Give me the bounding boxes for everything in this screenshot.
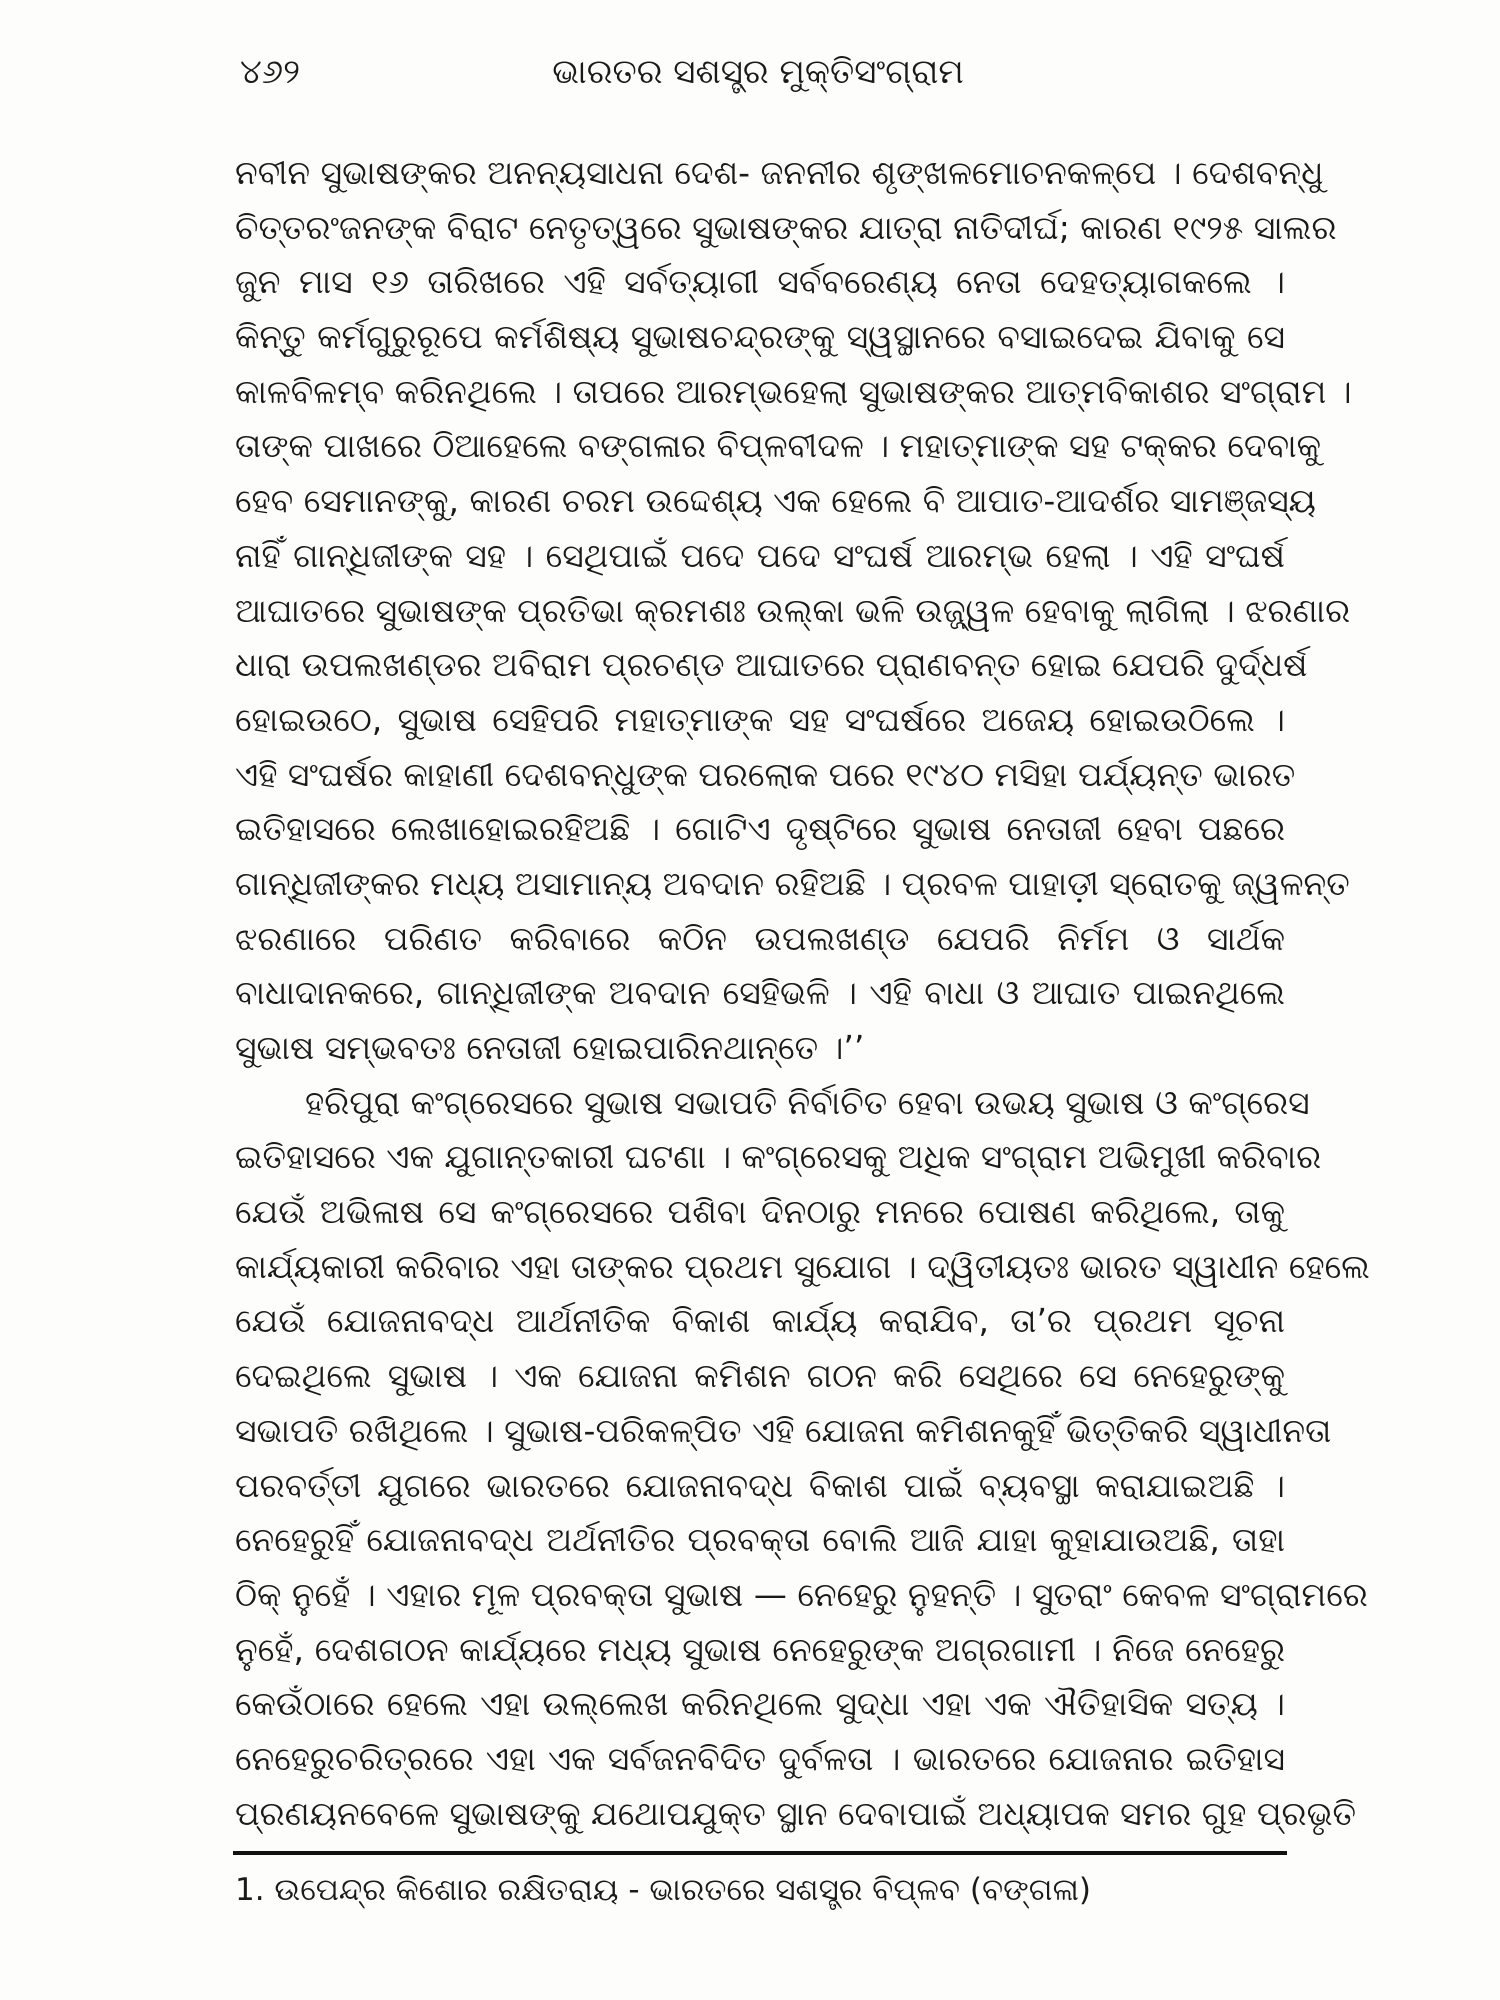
text-line: ଆଘାତରେ ସୁଭାଷଙ୍କ ପ୍ରତିଭା କ୍ରମଶଃ ଉଲ୍‌କା ଭଳି ଉଜ୍ଜ୍ୱଳ ହେବାକୁ ଲାଗିଲା । ଝରଣାର: [235, 590, 1351, 630]
text-line: ତାଙ୍କ ପାଖରେ ଠିଆହେଲେ ବଙ୍ଗଳାର ବିପ୍ଳବୀଦଳ । ମହାତ୍ମାଙ୍କ ସହ ଟକ୍କର ଦେବାକୁ: [235, 426, 1322, 466]
text-line: ଝରଣାରେ ପରିଣତ କରିବାରେ କଠିନ ଉପଲଖଣ୍ଡ ଯେପରି ନିର୍ମମ ଓ ସାର୍ଥକ: [235, 918, 1285, 958]
text-line: ହରିପୁରା କଂଗ୍ରେସରେ ସୁଭାଷ ସଭାପତି ନିର୍ବାଚିତ ହେବା ଉଭୟ ସୁଭାଷ ଓ କଂଗ୍ରେସ: [305, 1082, 1310, 1122]
text-line: ବାଧାଦାନକରେ, ଗାନ୍ଧିଜୀଙ୍କ ଅବଦାନ ସେହିଭଳି । ଏହି ବାଧା ଓ ଆଘାତ ପାଇନଥିଲେ: [235, 973, 1285, 1013]
text-line: ନେହେରୁଚରିତ୍ରରେ ଏହା ଏକ ସର୍ବଜନବିଦିତ ଦୁର୍ବଳତା । ଭାରତରେ ଯୋଜନାର ଇତିହାସ: [235, 1738, 1285, 1778]
text-line: ପରବର୍ତ୍ତୀ ଯୁଗରେ ଭାରତରେ ଯୋଜନାବଦ୍ଧ ବିକାଶ ପାଇଁ ବ୍ୟବସ୍ଥା କରାଯାଇଅଛି ।: [235, 1465, 1285, 1505]
text-line: ଦେଇଥିଲେ ସୁଭାଷ । ଏକ ଯୋଜନା କମିଶନ ଗଠନ କରି ସେଥିରେ ସେ ନେହେରୁଙ୍କୁ: [235, 1356, 1285, 1396]
text-line: ଯେଉଁ ଯୋଜନାବଦ୍ଧ ଆର୍ଥନୀତିକ ବିକାଶ କାର୍ଯ୍ୟ କରାଯିବ, ତା’ର ପ୍ରଥମ ସୂଚନା: [235, 1301, 1285, 1341]
text-line: ଗାନ୍ଧିଜୀଙ୍କର ମଧ୍ୟ ଅସାମାନ୍ୟ ଅବଦାନ ରହିଅଛି । ପ୍ରବଳ ପାହାଡ଼ୀ ସ୍ରୋତକୁ ଜ୍ୱଳନ୍ତ: [235, 863, 1350, 903]
text-line: ନବୀନ ସୁଭାଷଙ୍କର ଅନନ୍ୟସାଧନା ଦେଶ- ଜନନୀର ଶୃଙ୍ଖଳମୋଚନକଳ୍ପେ । ଦେଶବନ୍ଧୁ: [235, 153, 1324, 192]
text-line: ଏହି ସଂଘର୍ଷର କାହାଣୀ ଦେଶବନ୍ଧୁଙ୍କ ପରଲୋକ ପରେ ୧୯୪୦ ମସିହା ପର୍ଯ୍ୟନ୍ତ ଭାରତ: [235, 754, 1296, 794]
text-line: ଧାରା ଉପଲଖଣ୍ଡର ଅବିରାମ ପ୍ରଚଣ୍ଡ ଆଘାତରେ ପ୍ରାଣବନ୍ତ ହୋଇ ଯେପରି ଦୁର୍ଦ୍ଧର୍ଷ: [235, 645, 1308, 685]
footnote-divider: [233, 1851, 1287, 1855]
text-line: କାଳବିଳମ୍ବ କରିନଥିଲେ । ତାପରେ ଆରମ୍ଭହେଲା ସୁଭାଷଙ୍କର ଆତ୍ମବିକାଶର ସଂଗ୍ରାମ ।: [235, 371, 1352, 411]
text-line: ସଭାପତି ରଖିଥିଲେ । ସୁଭାଷ-ପରିକଳ୍ପିତ ଏହି ଯୋଜନା କମିଶନକୁହିଁ ଭିତ୍ତିକରି ସ୍ୱାଧୀନତା: [235, 1410, 1332, 1450]
text-line: କାର୍ଯ୍ୟକାରୀ କରିବାର ଏହା ତାଙ୍କର ପ୍ରଥମ ସୁଯୋଗ । ଦ୍ୱିତୀୟତଃ ଭାରତ ସ୍ୱାଧୀନ ହେଲେ: [235, 1246, 1370, 1286]
text-line: ଇତିହାସରେ ଏକ ଯୁଗାନ୍ତକାରୀ ଘଟଣା । କଂଗ୍ରେସକୁ ଅଧିକ ସଂଗ୍ରାମ ଅଭିମୁଖୀ କରିବାର: [235, 1137, 1322, 1177]
text-line: ନାହିଁ ଗାନ୍ଧିଜୀଙ୍କ ସହ । ସେଥିପାଇଁ ପଦେ ପଦେ ସଂଘର୍ଷ ଆରମ୍ଭ ହେଲା । ଏହି ସଂଘର୍ଷ: [235, 535, 1285, 575]
text-line: ହୋଇଉଠେ, ସୁଭାଷ ସେହିପରି ମହାତ୍ମାଙ୍କ ସହ ସଂଘର୍ଷରେ ଅଜେୟ ହୋଇଉଠିଲେ ।: [235, 699, 1285, 739]
text-line: ଇତିହାସରେ ଲେଖାହୋଇରହିଅଛି । ଗୋଟିଏ ଦୃଷ୍ଟିରେ ସୁଭାଷ ନେତାଜୀ ହେବା ପଛରେ: [235, 809, 1285, 849]
text-line: ହେବ ସେମାନଙ୍କୁ, କାରଣ ଚରମ ଉଦ୍ଦେଶ୍ୟ ଏକ ହେଲେ ବି ଆପାତ-ଆଦର୍ଶର ସାମଞ୍ଜସ୍ୟ: [235, 481, 1316, 521]
page-number: ୪୬୨: [240, 52, 301, 92]
text-line: ଯେଉଁ ଅଭିଳାଷ ସେ କଂଗ୍ରେସରେ ପଶିବା ଦିନଠାରୁ ମନରେ ପୋଷଣ କରିଥିଲେ, ତାକୁ: [235, 1192, 1285, 1232]
running-title: ଭାରତର ସଶସ୍ତ୍ର ମୁକ୍ତିସଂଗ୍ରାମ: [552, 52, 964, 92]
text-line: ନେହେରୁହିଁ ଯୋଜନାବଦ୍ଧ ଅର୍ଥନୀତିର ପ୍ରବକ୍ତା ବୋଲି ଆଜି ଯାହା କୁହାଯାଉଅଛି, ତାହା: [235, 1520, 1285, 1560]
text-line: ଠିକ୍ ନୁହେଁ । ଏହାର ମୂଳ ପ୍ରବକ୍ତା ସୁଭାଷ — ନେହେରୁ ନୁହନ୍ତି । ସୁତରାଂ କେବଳ ସଂଗ୍ରାମରେ: [235, 1574, 1368, 1614]
text-line: କିନ୍ତୁ କର୍ମଗୁରୁରୂପେ କର୍ମଶିଷ୍ୟ ସୁଭାଷଚନ୍ଦ୍ରଙ୍କୁ ସ୍ୱସ୍ଥାନରେ ବସାଇଦେଇ ଯିବାକୁ ସେ: [235, 317, 1285, 357]
text-line: ସୁଭାଷ ସମ୍ଭବତଃ ନେତାଜୀ ହୋଇପାରିନଥାନ୍ତେ ।’’: [235, 1028, 865, 1067]
text-line: କେଉଁଠାରେ ହେଲେ ଏହା ଉଲ୍ଲେଖ କରିନଥିଲେ ସୁଦ୍ଧା ଏହା ଏକ ଐତିହାସିକ ସତ୍ୟ ।: [235, 1684, 1285, 1724]
text-line: ପ୍ରଣୟନବେଳେ ସୁଭାଷଙ୍କୁ ଯଥୋପଯୁକ୍ତ ସ୍ଥାନ ଦେବାପାଇଁ ଅଧ୍ୟାପକ ସମର ଗୁହ ପ୍ରଭୃତି: [235, 1793, 1357, 1833]
body-text: [235, 146, 1370, 1841]
text-line: ଚିତ୍ତରଂଜନଙ୍କ ବିରାଟ ନେତୃତ୍ୱରେ ସୁଭାଷଙ୍କର ଯାତ୍ରା ନାତିଦୀର୍ଘ; କାରଣ ୧୯୨୫ ସାଲର: [235, 207, 1337, 247]
text-line: ନୁହେଁ, ଦେଶଗଠନ କାର୍ଯ୍ୟରେ ମଧ୍ୟ ସୁଭାଷ ନେହେରୁଙ୍କ ଅଗ୍ରଗାମୀ । ନିଜେ ନେହେରୁ: [235, 1629, 1285, 1669]
footnote: 1. ଉପେନ୍ଦ୍ର କିଶୋର ରକ୍ଷିତରାୟ - ଭାରତରେ ସଶସ୍ତ୍ର ବିପ୍ଳବ (ବଙ୍ଗଳା): [235, 1872, 1092, 1908]
text-line: ଜୁନ ମାସ ୧୬ ତାରିଖରେ ଏହି ସର୍ବତ୍ୟାଗୀ ସର୍ବବରେଣ୍ୟ ନେତା ଦେହତ୍ୟାଗକଲେ ।: [235, 262, 1285, 302]
